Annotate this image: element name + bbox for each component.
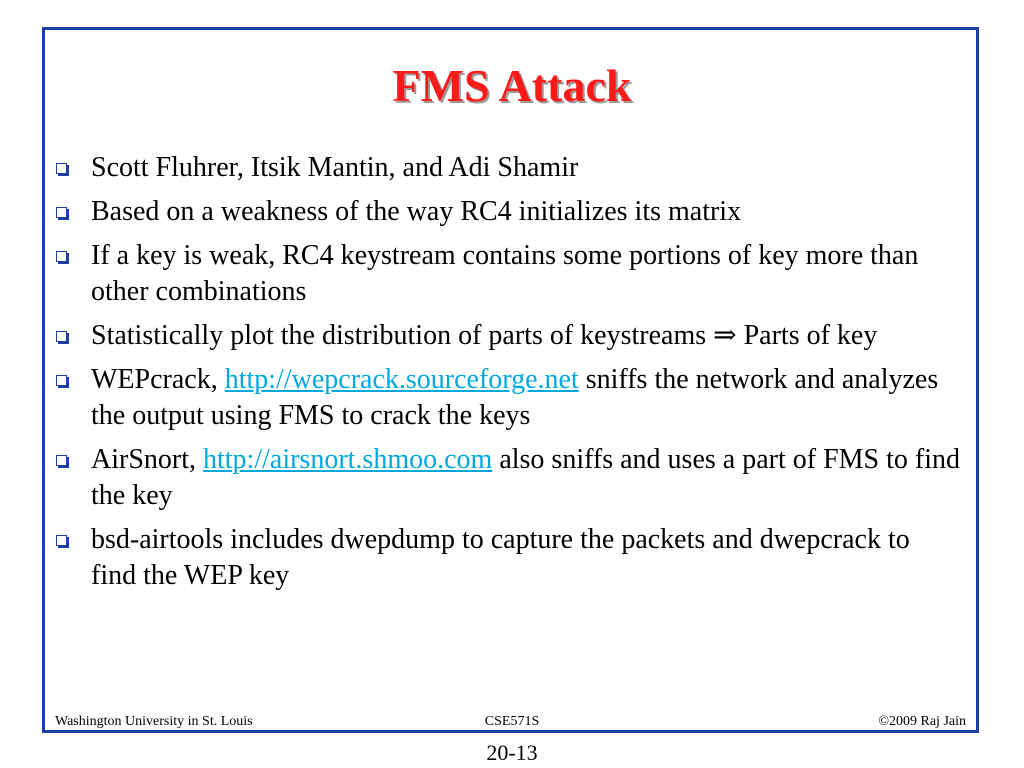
footer-copyright: ©2009 Raj Jain	[878, 714, 966, 729]
footer-course: CSE571S	[484, 714, 540, 729]
airsnort-link[interactable]: http://airsnort.shmoo.com	[203, 444, 493, 475]
bullet-text-before: WEPcrack,	[91, 364, 225, 395]
square-bullet-icon	[56, 331, 67, 342]
footer-institution: Washington University in St. Louis	[55, 714, 253, 729]
bullet-text-after: also sniffs and uses a part of FMS to find the key	[91, 444, 960, 511]
square-bullet-icon	[56, 163, 67, 174]
wepcrack-link[interactable]: http://wepcrack.sourceforge.net	[224, 364, 579, 395]
square-bullet-icon	[56, 375, 67, 386]
bullet-item-weak-key	[56, 238, 961, 310]
square-bullet-icon	[56, 535, 67, 546]
bullet-text-after: sniffs the network and analyzes the output using FMS to crack the keys	[91, 364, 939, 431]
square-bullet-icon	[56, 455, 67, 466]
bullet-text: Based on a weakness of the way RC4 initializes its matrix	[91, 196, 742, 227]
bullet-item-airsnort	[56, 442, 961, 514]
bullet-item-wepcrack	[56, 362, 961, 434]
slide-title: FMS Attack	[392, 60, 632, 111]
square-bullet-icon	[56, 251, 67, 262]
bullet-text: bsd-airtools includes dwepdump to capture the packets and dwepcrack to find the WEP key	[91, 524, 910, 591]
bullet-text-before: AirSnort,	[91, 444, 203, 475]
bullet-item-authors	[56, 150, 961, 186]
bullet-text: Scott Fluhrer, Itsik Mantin, and Adi Shamir	[91, 152, 579, 183]
bullet-text: If a key is weak, RC4 keystream contains some portions of key more than other combinations	[91, 240, 919, 307]
bullet-item-statistics	[56, 318, 961, 354]
bullet-list	[56, 150, 961, 602]
bullet-item-weakness	[56, 194, 961, 230]
page-number: 20-13	[486, 740, 538, 765]
square-bullet-icon	[56, 207, 67, 218]
bullet-text: Statistically plot the distribution of parts of keystreams ⇒ Parts of key	[91, 320, 878, 351]
bullet-item-bsd-airtools	[56, 522, 961, 594]
